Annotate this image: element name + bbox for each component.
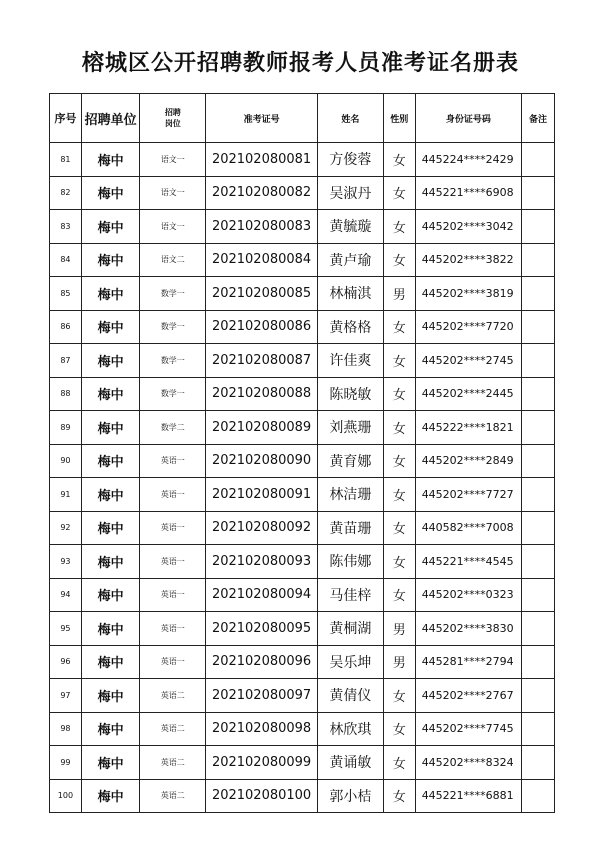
table-row bbox=[50, 478, 555, 512]
row-seq: 81 bbox=[50, 143, 82, 177]
row-id-number: 445202****7727 bbox=[415, 478, 521, 512]
row-seq: 98 bbox=[50, 712, 82, 746]
table-row bbox=[50, 612, 555, 646]
row-unit: 梅中 bbox=[81, 277, 139, 311]
row-post: 数学一 bbox=[140, 344, 206, 378]
row-gender: 男 bbox=[383, 277, 415, 311]
row-ticket-number: 202102080094 bbox=[206, 578, 318, 612]
row-ticket-number: 202102080088 bbox=[206, 377, 318, 411]
row-post: 语文一 bbox=[140, 143, 206, 177]
row-seq: 85 bbox=[50, 277, 82, 311]
row-name: 林欣琪 bbox=[317, 712, 383, 746]
row-id-number: 445221****6908 bbox=[415, 176, 521, 210]
row-remark bbox=[522, 344, 555, 378]
row-id-number: 445224****2429 bbox=[415, 143, 521, 177]
row-unit: 梅中 bbox=[81, 511, 139, 545]
row-post: 英语二 bbox=[140, 679, 206, 713]
row-remark bbox=[522, 143, 555, 177]
row-seq: 93 bbox=[50, 545, 82, 579]
row-gender: 男 bbox=[383, 645, 415, 679]
table-row bbox=[50, 712, 555, 746]
row-gender: 女 bbox=[383, 478, 415, 512]
page-title: 榕城区公开招聘教师报考人员准考证名册表 bbox=[81, 50, 519, 76]
row-name: 许佳爽 bbox=[317, 344, 383, 378]
header-gender: 性别 bbox=[383, 94, 415, 143]
row-seq: 91 bbox=[50, 478, 82, 512]
row-id-number: 445202****2745 bbox=[415, 344, 521, 378]
row-id-number: 445202****7745 bbox=[415, 712, 521, 746]
row-id-number: 445221****4545 bbox=[415, 545, 521, 579]
row-unit: 梅中 bbox=[81, 310, 139, 344]
row-name: 刘燕珊 bbox=[317, 411, 383, 445]
row-unit: 梅中 bbox=[81, 578, 139, 612]
row-remark bbox=[522, 511, 555, 545]
row-name: 黄苗珊 bbox=[317, 511, 383, 545]
table-row bbox=[50, 779, 555, 813]
row-name: 郭小桔 bbox=[317, 779, 383, 813]
row-gender: 女 bbox=[383, 712, 415, 746]
row-post: 语文一 bbox=[140, 210, 206, 244]
row-unit: 梅中 bbox=[81, 746, 139, 780]
row-ticket-number: 202102080098 bbox=[206, 712, 318, 746]
row-remark bbox=[522, 478, 555, 512]
row-unit: 梅中 bbox=[81, 779, 139, 813]
row-remark bbox=[522, 679, 555, 713]
row-id-number: 445202****2767 bbox=[415, 679, 521, 713]
roster-body bbox=[50, 143, 555, 813]
row-seq: 89 bbox=[50, 411, 82, 445]
row-ticket-number: 202102080087 bbox=[206, 344, 318, 378]
row-post: 数学一 bbox=[140, 377, 206, 411]
row-ticket-number: 202102080085 bbox=[206, 277, 318, 311]
row-ticket-number: 202102080095 bbox=[206, 612, 318, 646]
row-gender: 女 bbox=[383, 746, 415, 780]
row-remark bbox=[522, 578, 555, 612]
row-gender: 女 bbox=[383, 779, 415, 813]
table-row bbox=[50, 444, 555, 478]
row-name: 陈晓敏 bbox=[317, 377, 383, 411]
row-id-number: 445202****3042 bbox=[415, 210, 521, 244]
row-unit: 梅中 bbox=[81, 344, 139, 378]
row-gender: 女 bbox=[383, 210, 415, 244]
row-gender: 女 bbox=[383, 344, 415, 378]
row-seq: 99 bbox=[50, 746, 82, 780]
row-unit: 梅中 bbox=[81, 712, 139, 746]
header-remark: 备注 bbox=[522, 94, 555, 143]
table-row bbox=[50, 344, 555, 378]
row-post: 数学二 bbox=[140, 411, 206, 445]
row-id-number: 445202****2445 bbox=[415, 377, 521, 411]
row-remark bbox=[522, 176, 555, 210]
row-remark bbox=[522, 779, 555, 813]
row-gender: 女 bbox=[383, 578, 415, 612]
row-name: 陈伟娜 bbox=[317, 545, 383, 579]
row-unit: 梅中 bbox=[81, 210, 139, 244]
row-unit: 梅中 bbox=[81, 143, 139, 177]
row-post: 英语一 bbox=[140, 444, 206, 478]
row-seq: 92 bbox=[50, 511, 82, 545]
row-name: 黄卢瑜 bbox=[317, 243, 383, 277]
row-seq: 100 bbox=[50, 779, 82, 813]
row-post: 英语二 bbox=[140, 712, 206, 746]
row-remark bbox=[522, 243, 555, 277]
row-seq: 83 bbox=[50, 210, 82, 244]
row-id-number: 445221****6881 bbox=[415, 779, 521, 813]
row-remark bbox=[522, 545, 555, 579]
row-seq: 96 bbox=[50, 645, 82, 679]
row-id-number: 440582****7008 bbox=[415, 511, 521, 545]
row-name: 马佳梓 bbox=[317, 578, 383, 612]
row-remark bbox=[522, 411, 555, 445]
row-seq: 90 bbox=[50, 444, 82, 478]
row-ticket-number: 202102080093 bbox=[206, 545, 318, 579]
row-unit: 梅中 bbox=[81, 377, 139, 411]
row-gender: 女 bbox=[383, 679, 415, 713]
table-row bbox=[50, 277, 555, 311]
row-seq: 94 bbox=[50, 578, 82, 612]
header-seq: 序号 bbox=[50, 94, 82, 143]
row-remark bbox=[522, 712, 555, 746]
row-post: 语文一 bbox=[140, 176, 206, 210]
table-row bbox=[50, 243, 555, 277]
row-unit: 梅中 bbox=[81, 411, 139, 445]
header-id-number: 身份证号码 bbox=[415, 94, 521, 143]
row-ticket-number: 202102080081 bbox=[206, 143, 318, 177]
row-remark bbox=[522, 277, 555, 311]
row-post: 英语一 bbox=[140, 511, 206, 545]
row-gender: 男 bbox=[383, 612, 415, 646]
row-remark bbox=[522, 210, 555, 244]
table-row bbox=[50, 143, 555, 177]
row-unit: 梅中 bbox=[81, 243, 139, 277]
row-seq: 95 bbox=[50, 612, 82, 646]
row-remark bbox=[522, 444, 555, 478]
header-name: 姓名 bbox=[317, 94, 383, 143]
row-gender: 女 bbox=[383, 511, 415, 545]
row-post: 英语一 bbox=[140, 612, 206, 646]
row-remark bbox=[522, 645, 555, 679]
row-seq: 88 bbox=[50, 377, 82, 411]
row-name: 吴淑丹 bbox=[317, 176, 383, 210]
row-gender: 女 bbox=[383, 143, 415, 177]
row-seq: 86 bbox=[50, 310, 82, 344]
row-post: 数学一 bbox=[140, 277, 206, 311]
table-row bbox=[50, 377, 555, 411]
row-ticket-number: 202102080083 bbox=[206, 210, 318, 244]
row-post: 英语一 bbox=[140, 545, 206, 579]
table-row bbox=[50, 578, 555, 612]
row-gender: 女 bbox=[383, 377, 415, 411]
row-name: 方俊蓉 bbox=[317, 143, 383, 177]
row-post: 数学一 bbox=[140, 310, 206, 344]
row-name: 黄育娜 bbox=[317, 444, 383, 478]
row-gender: 女 bbox=[383, 411, 415, 445]
row-remark bbox=[522, 746, 555, 780]
row-gender: 女 bbox=[383, 176, 415, 210]
row-remark bbox=[522, 310, 555, 344]
row-post: 语文二 bbox=[140, 243, 206, 277]
row-unit: 梅中 bbox=[81, 444, 139, 478]
row-id-number: 445202****2849 bbox=[415, 444, 521, 478]
row-unit: 梅中 bbox=[81, 645, 139, 679]
row-seq: 84 bbox=[50, 243, 82, 277]
row-name: 黄诵敏 bbox=[317, 746, 383, 780]
row-unit: 梅中 bbox=[81, 679, 139, 713]
header-post: 招聘 岗位 bbox=[140, 94, 206, 143]
row-unit: 梅中 bbox=[81, 478, 139, 512]
row-ticket-number: 202102080086 bbox=[206, 310, 318, 344]
row-id-number: 445202****0323 bbox=[415, 578, 521, 612]
row-name: 林洁珊 bbox=[317, 478, 383, 512]
row-id-number: 445202****3830 bbox=[415, 612, 521, 646]
row-seq: 97 bbox=[50, 679, 82, 713]
row-ticket-number: 202102080100 bbox=[206, 779, 318, 813]
row-ticket-number: 202102080092 bbox=[206, 511, 318, 545]
table-row bbox=[50, 645, 555, 679]
row-id-number: 445202****7720 bbox=[415, 310, 521, 344]
row-remark bbox=[522, 377, 555, 411]
row-unit: 梅中 bbox=[81, 612, 139, 646]
row-gender: 女 bbox=[383, 545, 415, 579]
row-ticket-number: 202102080097 bbox=[206, 679, 318, 713]
row-name: 黄倩仪 bbox=[317, 679, 383, 713]
row-gender: 女 bbox=[383, 243, 415, 277]
row-name: 林楠淇 bbox=[317, 277, 383, 311]
row-ticket-number: 202102080090 bbox=[206, 444, 318, 478]
row-ticket-number: 202102080089 bbox=[206, 411, 318, 445]
row-id-number: 445202****8324 bbox=[415, 746, 521, 780]
row-seq: 82 bbox=[50, 176, 82, 210]
row-post: 英语一 bbox=[140, 578, 206, 612]
row-name: 黄桐湖 bbox=[317, 612, 383, 646]
row-ticket-number: 202102080096 bbox=[206, 645, 318, 679]
row-seq: 87 bbox=[50, 344, 82, 378]
row-unit: 梅中 bbox=[81, 545, 139, 579]
table-row bbox=[50, 176, 555, 210]
row-gender: 女 bbox=[383, 310, 415, 344]
row-ticket-number: 202102080084 bbox=[206, 243, 318, 277]
row-post: 英语二 bbox=[140, 779, 206, 813]
roster-table bbox=[49, 93, 555, 813]
row-remark bbox=[522, 612, 555, 646]
header-row bbox=[50, 94, 555, 143]
table-row bbox=[50, 411, 555, 445]
row-post: 英语一 bbox=[140, 478, 206, 512]
header-unit: 招聘单位 bbox=[81, 94, 139, 143]
row-name: 黄毓璇 bbox=[317, 210, 383, 244]
table-row bbox=[50, 746, 555, 780]
row-unit: 梅中 bbox=[81, 176, 139, 210]
row-ticket-number: 202102080091 bbox=[206, 478, 318, 512]
header-ticket: 准考证号 bbox=[206, 94, 318, 143]
row-post: 英语一 bbox=[140, 645, 206, 679]
table-row bbox=[50, 210, 555, 244]
row-ticket-number: 202102080082 bbox=[206, 176, 318, 210]
table-row bbox=[50, 679, 555, 713]
row-id-number: 445202****3822 bbox=[415, 243, 521, 277]
row-id-number: 445281****2794 bbox=[415, 645, 521, 679]
row-gender: 女 bbox=[383, 444, 415, 478]
row-id-number: 445202****3819 bbox=[415, 277, 521, 311]
row-post: 英语二 bbox=[140, 746, 206, 780]
row-name: 吴乐坤 bbox=[317, 645, 383, 679]
table-row bbox=[50, 511, 555, 545]
table-row bbox=[50, 310, 555, 344]
row-ticket-number: 202102080099 bbox=[206, 746, 318, 780]
table-row bbox=[50, 545, 555, 579]
row-name: 黄格格 bbox=[317, 310, 383, 344]
row-id-number: 445222****1821 bbox=[415, 411, 521, 445]
